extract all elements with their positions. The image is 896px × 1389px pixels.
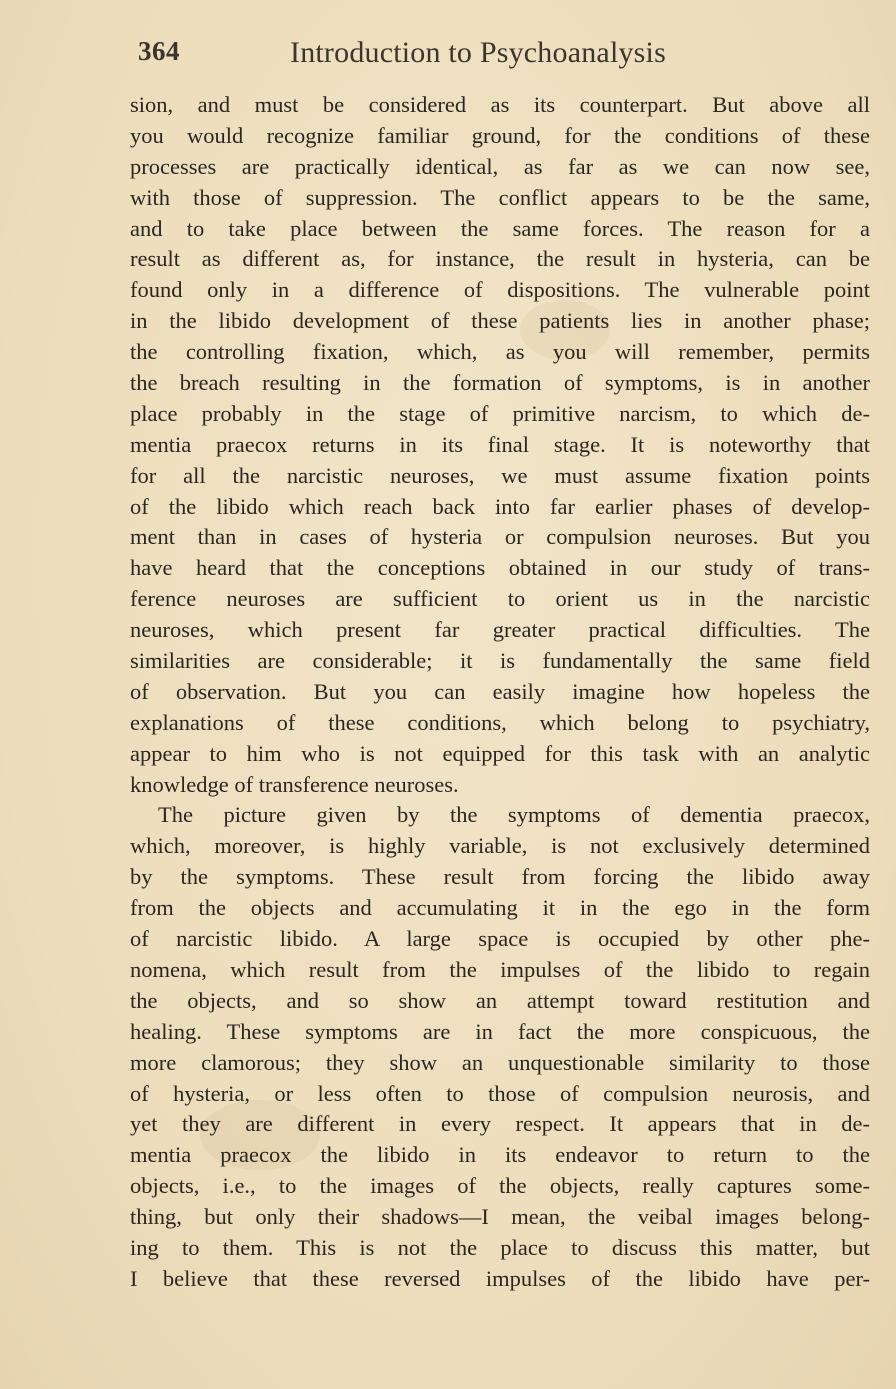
text-line: knowledge of transference neuroses. bbox=[130, 771, 459, 797]
text-line: and to take place between the same forces. The reason for a bbox=[130, 215, 870, 241]
text-line: healing. These symptoms are in fact the more conspicuous, the bbox=[130, 1018, 870, 1044]
text-line: the breach resulting in the formation of symptoms, is in another bbox=[130, 370, 870, 396]
text-line: I believe that these reversed impulses of the libido have per- bbox=[130, 1265, 870, 1291]
text-line: you would recognize familiar ground, for the conditions of these bbox=[130, 122, 870, 148]
text-line: The picture given by the symptoms of dementia praecox, bbox=[158, 802, 870, 828]
text-line: mentia praecox returns in its final stage. It is noteworthy that bbox=[130, 431, 870, 457]
text-line: of narcistic libido. A large space is occupied by other phe- bbox=[130, 926, 870, 952]
text-line: the controlling fixation, which, as you will remember, permits bbox=[130, 339, 870, 365]
text-line: place probably in the stage of primitive narcism, to which de- bbox=[130, 400, 870, 426]
text-line: similarities are considerable; it is fundamentally the same field bbox=[130, 648, 870, 674]
page-number: 364 bbox=[138, 36, 180, 66]
text-line: with those of suppression. The conflict appears to be the same, bbox=[130, 184, 870, 210]
running-head: Introduction to Psychoanalysis bbox=[290, 36, 666, 69]
text-line: from the objects and accumulating it in the ego in the form bbox=[130, 895, 870, 921]
text-line: objects, i.e., to the images of the objects, really captures some- bbox=[130, 1173, 870, 1199]
text-line: nomena, which result from the impulses of the libido to regain bbox=[130, 956, 870, 982]
text-line: found only in a difference of dispositions. The vulnerable point bbox=[130, 277, 870, 303]
text-line: for all the narcistic neuroses, we must assume fixation points bbox=[130, 462, 870, 488]
text-line: sion, and must be considered as its counterpart. But above all bbox=[130, 92, 870, 117]
text-line: more clamorous; they show an unquestionable similarity to those bbox=[130, 1049, 870, 1075]
text-line: of observation. But you can easily imagine how hopeless the bbox=[130, 678, 870, 704]
text-line: which, moreover, is highly variable, is not exclusively determined bbox=[130, 833, 870, 859]
text-line: by the symptoms. These result from forcing the libido away bbox=[130, 864, 870, 890]
text-line: ference neuroses are sufficient to orient us in the narcistic bbox=[130, 586, 870, 612]
text-line: of the libido which reach back into far earlier phases of develop- bbox=[130, 493, 870, 519]
text-line: result as different as, for instance, the result in hysteria, can be bbox=[130, 246, 870, 272]
text-line: mentia praecox the libido in its endeavor to return to the bbox=[130, 1142, 870, 1168]
text-line: of hysteria, or less often to those of compulsion neurosis, and bbox=[130, 1080, 870, 1106]
page-header bbox=[138, 36, 858, 76]
text-line: explanations of these conditions, which belong to psychiatry, bbox=[130, 709, 870, 735]
paragraph bbox=[130, 800, 870, 1294]
text-line: thing, but only their shadows—I mean, the veibal images belong- bbox=[130, 1204, 870, 1230]
text-line: neuroses, which present far greater practical difficulties. The bbox=[130, 617, 870, 643]
text-line: have heard that the conceptions obtained in our study of trans- bbox=[130, 555, 870, 581]
body-text bbox=[130, 90, 870, 1295]
text-line: ment than in cases of hysteria or compulsion neuroses. But you bbox=[130, 524, 870, 550]
text-line: processes are practically identical, as far as we can now see, bbox=[130, 153, 870, 179]
text-line: the objects, and so show an attempt toward restitution and bbox=[130, 987, 870, 1013]
paragraph bbox=[130, 90, 870, 800]
text-line: ing to them. This is not the place to discuss this matter, but bbox=[130, 1234, 870, 1260]
text-line: yet they are different in every respect. It appears that in de- bbox=[130, 1111, 870, 1137]
text-line: in the libido development of these patients lies in another phase; bbox=[130, 308, 870, 334]
text-line: appear to him who is not equipped for this task with an analytic bbox=[130, 740, 870, 766]
